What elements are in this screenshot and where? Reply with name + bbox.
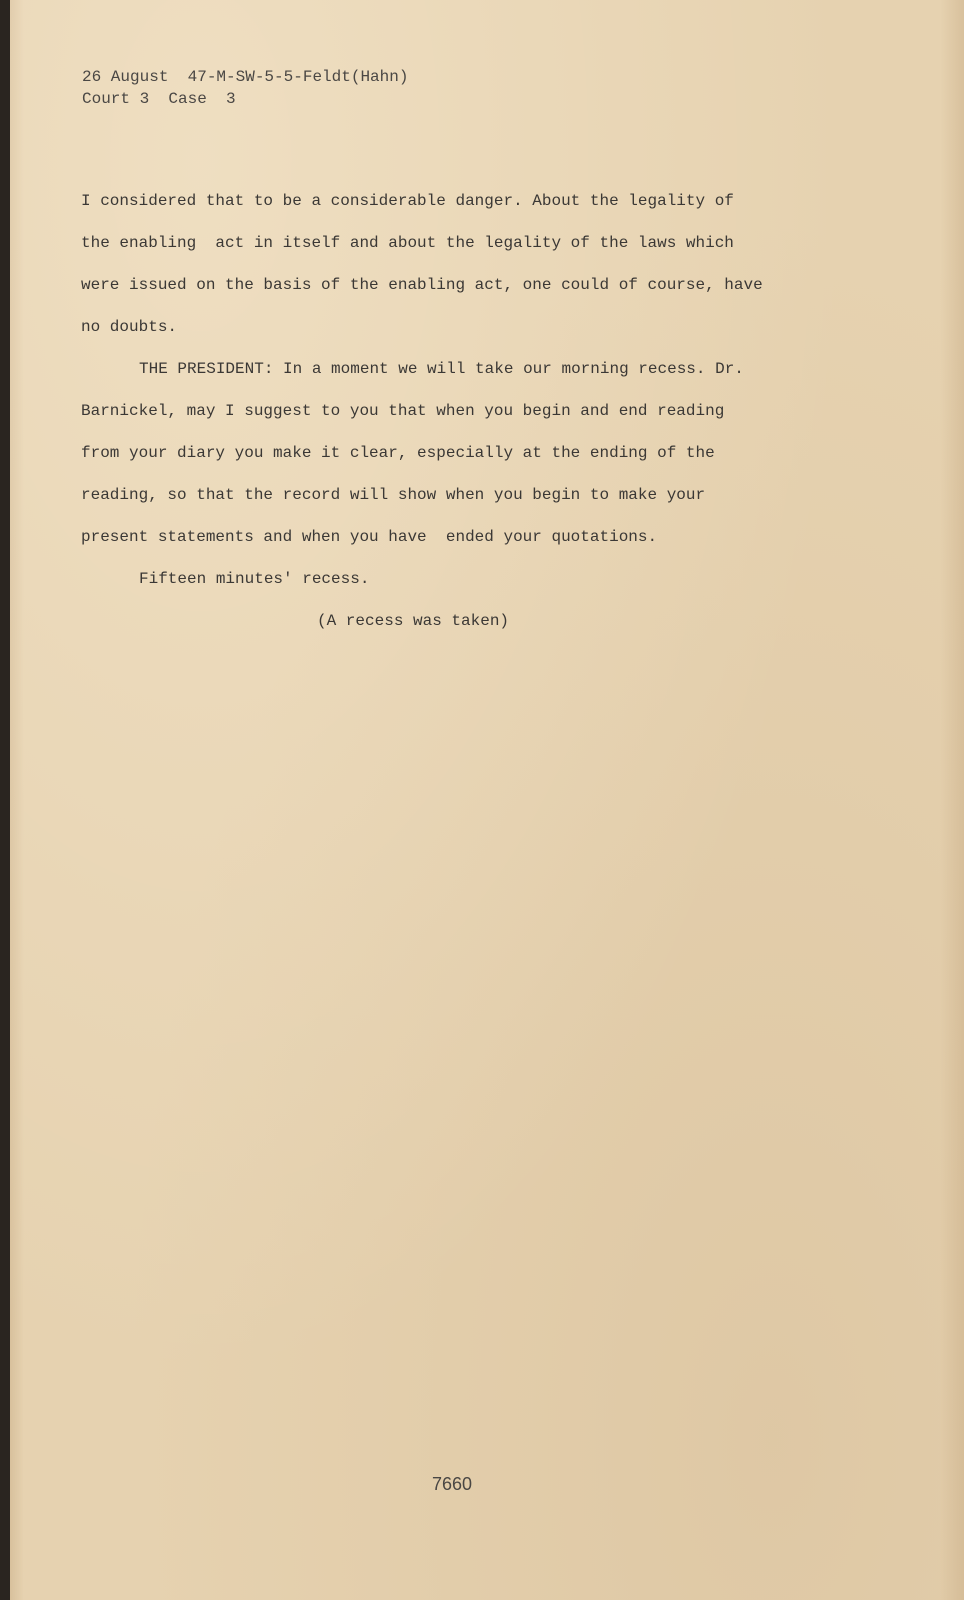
transcript-line: from your diary you make it clear, especially at the ending of the — [81, 444, 715, 462]
transcript-line: no doubts. — [81, 318, 178, 336]
transcript-body — [81, 188, 821, 650]
header-date-reference: 26 August 47-M-SW-5-5-Feldt(Hahn) — [82, 68, 409, 86]
transcript-line: reading, so that the record will show when you begin to make your — [81, 486, 706, 504]
transcript-line: were issued on the basis of the enabling act, one could of course, have — [81, 276, 763, 294]
header-court-case: Court 3 Case 3 — [82, 90, 236, 108]
page-number: 7660 — [432, 1474, 473, 1494]
transcript-line: Barnickel, may I suggest to you that when you begin and end reading — [81, 402, 725, 420]
transcript-line: Fifteen minutes' recess. — [139, 570, 370, 588]
transcript-line: I considered that to be a considerable danger. About the legality of — [81, 192, 734, 210]
document-page — [10, 0, 964, 1600]
transcript-line: present statements and when you have ended your quotations. — [81, 528, 658, 546]
document-header — [82, 66, 408, 110]
transcript-line: THE PRESIDENT: In a moment we will take our morning recess. Dr. — [139, 360, 744, 378]
transcript-line: the enabling act in itself and about the legality of the laws which — [81, 234, 734, 252]
transcript-line: (A recess was taken) — [317, 612, 510, 630]
